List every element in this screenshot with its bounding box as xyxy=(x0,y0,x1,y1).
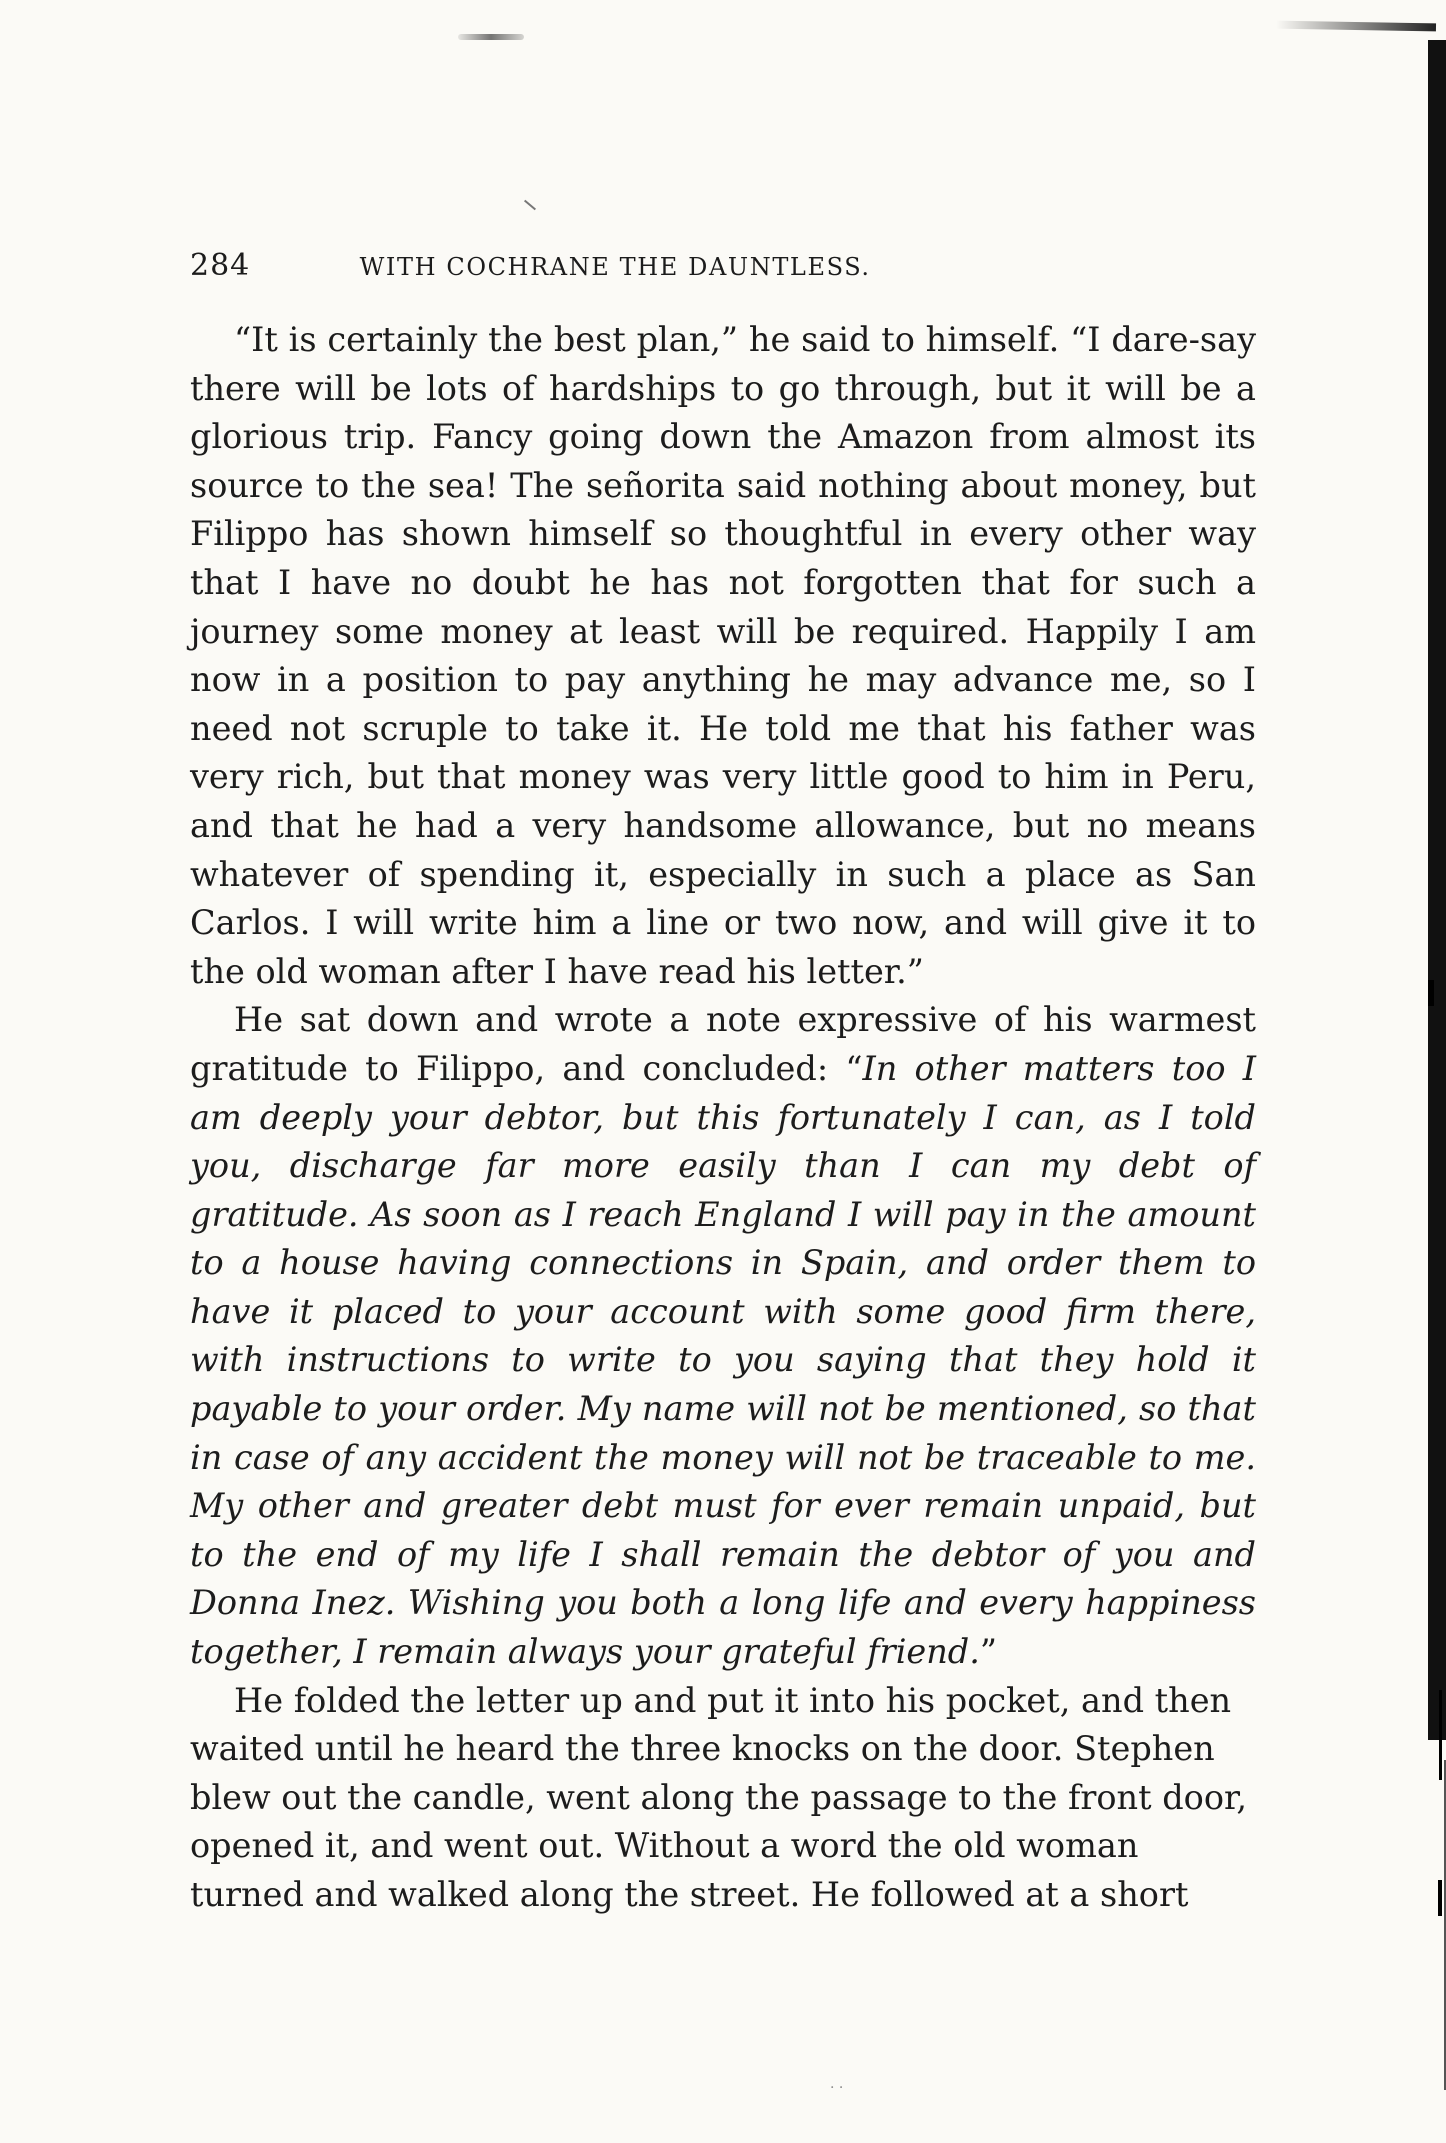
running-title: WITH COCHRANE THE DAUNTLESS. xyxy=(359,253,871,281)
running-header xyxy=(190,248,1020,288)
paragraph-roman-text: He sat down and wrote a note expressive of his warmest gratitude to Filippo, and concluded: “ xyxy=(190,1000,1256,1088)
page-edge-shadow xyxy=(1276,21,1436,32)
edge-mark xyxy=(1438,1880,1442,1916)
edge-mark xyxy=(1439,1690,1442,1780)
paragraph: He folded the letter up and put it into his pocket, and then waited until he heard the three knocks on the door. Stephen blew out the candle, went along the passage to the front door, opened it, and went out. Without a word the old woman turned and walked along the street. He followed at a short xyxy=(190,1680,1248,1914)
binding-edge xyxy=(1428,40,1446,1740)
closing-quote: ” xyxy=(979,1632,998,1672)
stray-mark xyxy=(524,200,536,211)
body-text xyxy=(190,316,1256,1920)
ink-smudge xyxy=(458,34,524,40)
page-number: 284 xyxy=(190,248,251,283)
edge-mark xyxy=(1428,980,1434,1006)
letter-quote: In other matters too I am deeply your debtor, but this fortunately I can, as I told you, discharge far more easily than I can my debt of gratitude. As soon as I reach England I will pay in the amount to a house having connections in Spain, and order them to have it placed to your account with some good firm there, with instructions to write to you saying that they hold it payable to your order. My name will not be mentioned, so that in case of any accident the money will not be traceable to me. My other and greater debt must for ever remain unpaid, but to the end of my life I shall remain the debtor of you and Donna Inez. Wishing you both a long life and every happiness together, I remain always your grateful friend. xyxy=(190,1048,1256,1672)
paragraph: “It is certainly the best plan,” he said to himself. “I dare-say there will be lots of hardships to go through, but it will be a glorious trip. Fancy going down the Amazon from almost its source to the sea! The señorita said nothing about money, but Filippo has shown himself so thoughtful in every other way that I have no doubt he has not forgotten that for such a journey some money at least will be required. Happily I am now in a position to pay anything he may advance me, so I need not scruple to take it. He told me that his father was very rich, but that money was very little good to him in Peru, and that he had a very handsome allowance, but no means whatever of spending it, especially in such a place as San Carlos. I will write him a line or two now, and will give it to the old woman after I have read his letter.” xyxy=(190,320,1256,991)
paragraph xyxy=(190,996,1256,1676)
stray-dots: · · xyxy=(830,2080,844,2096)
